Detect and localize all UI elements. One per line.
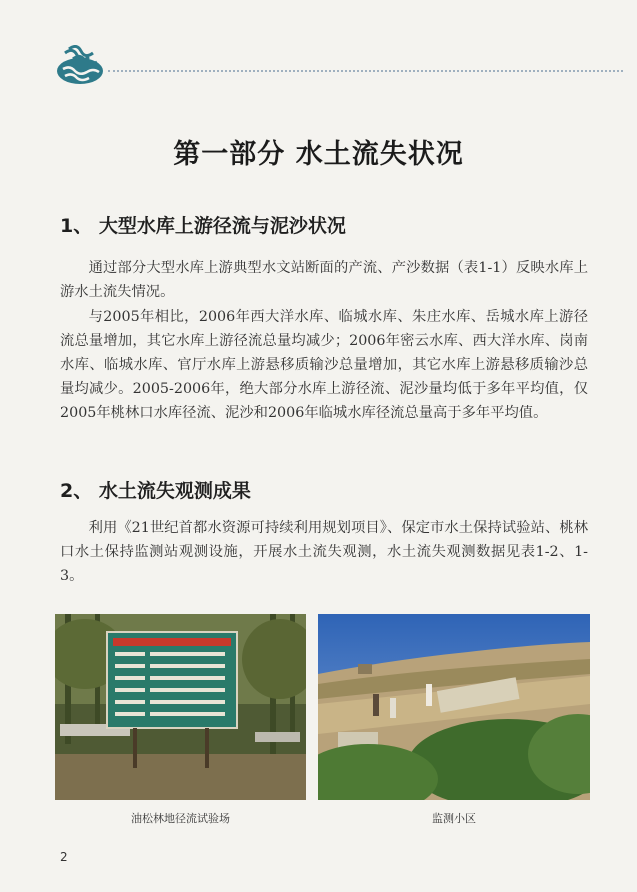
page-number: 2	[60, 850, 68, 864]
paragraph-intro: 通过部分大型水库上游典型水文站断面的产流、产沙数据（表1-1）反映水库上游水土流失情况。	[60, 260, 588, 300]
heading-reservoir-runoff: 1、 大型水库上游径流与泥沙状况	[60, 215, 346, 237]
header-dotted-rule	[108, 70, 623, 72]
caption-monitoring-plot: 监测小区	[432, 812, 476, 825]
paragraph-comparison: 与2005年相比，2006年西大洋水库、临城水库、朱庄水库、岳城水库上游径流总量增加，其它水库上游径流总量均减少；2006年密云水库、西大洋水库、岗南水库、临城水库、官厅水库上游悬移质输沙总量增加，其它水库上游悬移质输沙总量均减少。2005-2006年，绝大部分水库上游径流、泥沙量均低于多年平均值，仅2005年桃林口水库径流、泥沙和2006年临城水库径流总量高于多年平均值。	[60, 309, 588, 421]
photo-forest-test-field	[55, 614, 306, 800]
section-title: 第一部分 水土流失状况	[173, 139, 464, 170]
caption-forest-test-field: 油松林地径流试验场	[131, 812, 230, 825]
paragraph-observation: 利用《21世纪首都水资源可持续利用规划项目》、保定市水土保持试验站、桃林口水土保持监测站观测设施，开展水土流失观测，水土流失观测数据见表1-2、1-3。	[60, 520, 588, 584]
wave-logo-icon	[55, 45, 105, 85]
heading-observation-results: 2、 水土流失观测成果	[60, 480, 251, 502]
photo-monitoring-plot	[318, 614, 590, 800]
